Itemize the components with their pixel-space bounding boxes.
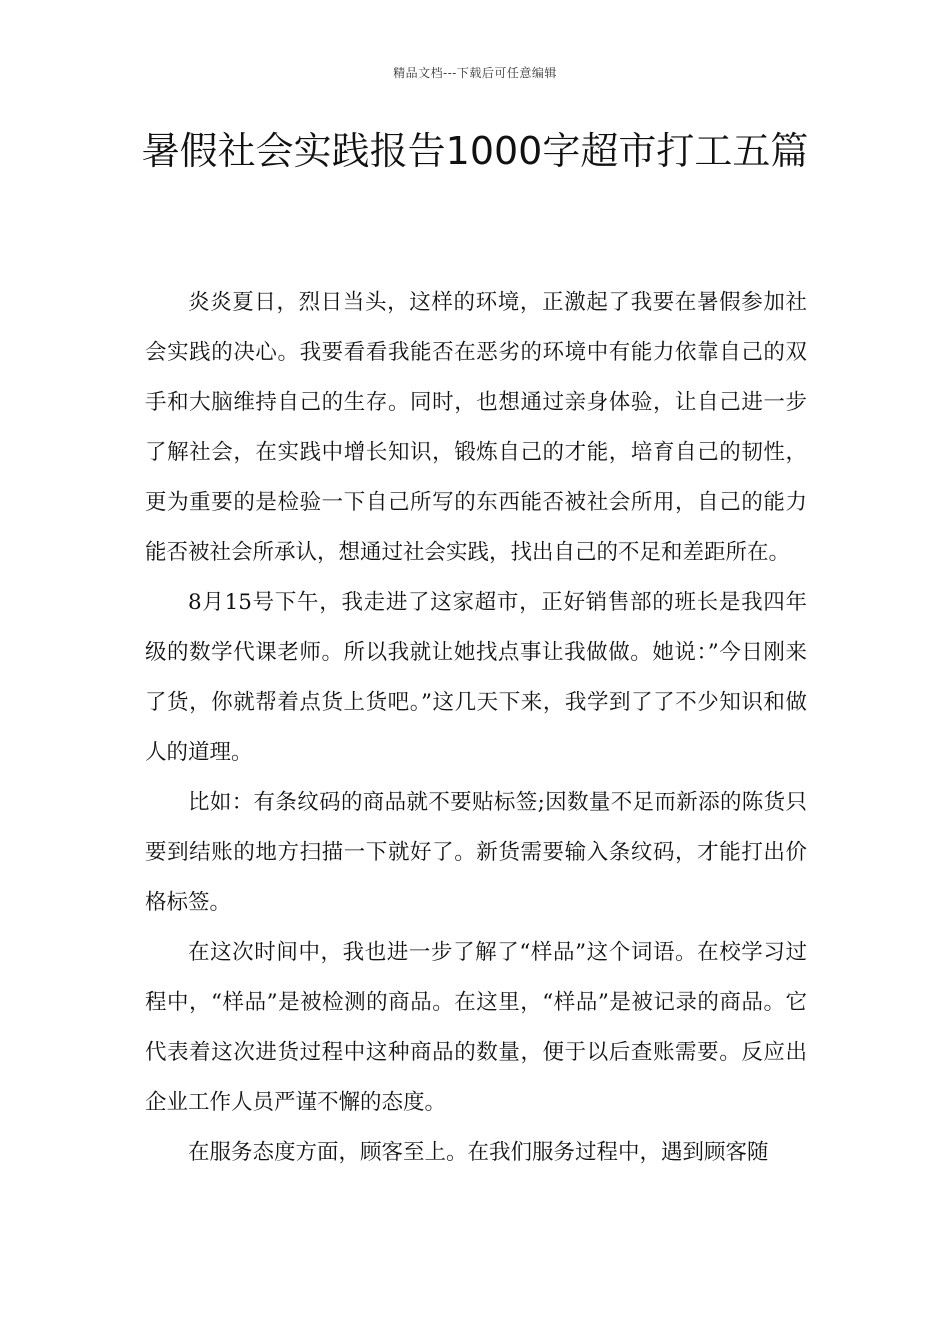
paragraph-2: 8月15号下午，我走进了这家超市，正好销售部的班长是我四年级的数学代课老师。所以我就让她找点事让我做做。她说：”今日刚来了货，你就帮着点货上货吧。”这几天下来，我学到了了不少知识和做人的道理。 — [145, 590, 807, 765]
document-title: 暑假社会实践报告1000字超市打工五篇 — [141, 129, 809, 173]
paragraph-3: 比如：有条纹码的商品就不要贴标签;因数量不足而新添的陈货只要到结账的地方扫描一下就好了。新货需要输入条纹码，才能打出价格标签。 — [145, 790, 807, 915]
paragraph-4: 在这次时间中，我也进一步了解了“样品”这个词语。在校学习过程中，“样品”是被检测的商品。在这里，“样品”是被记录的商品。它代表着这次进货过程中这种商品的数量，便于以后查账需要。反应出企业工作人员严谨不懈的态度。 — [145, 940, 807, 1115]
page-header-note: 精品文档---下载后可任意编辑 — [393, 66, 557, 80]
document-body — [145, 278, 807, 1178]
paragraph-1: 炎炎夏日，烈日当头，这样的环境，正激起了我要在暑假参加社会实践的决心。我要看看我能否在恶劣的环境中有能力依靠自己的双手和大脑维持自己的生存。同时，也想通过亲身体验，让自己进一步了解社会，在实践中增长知识，锻炼自己的才能，培育自己的韧性，更为重要的是检验一下自己所写的东西能否被社会所用，自己的能力能否被社会所承认，想通过社会实践，找出自己的不足和差距所在。 — [145, 290, 807, 565]
paragraph-5: 在服务态度方面，顾客至上。在我们服务过程中，遇到顾客随 — [188, 1140, 769, 1165]
